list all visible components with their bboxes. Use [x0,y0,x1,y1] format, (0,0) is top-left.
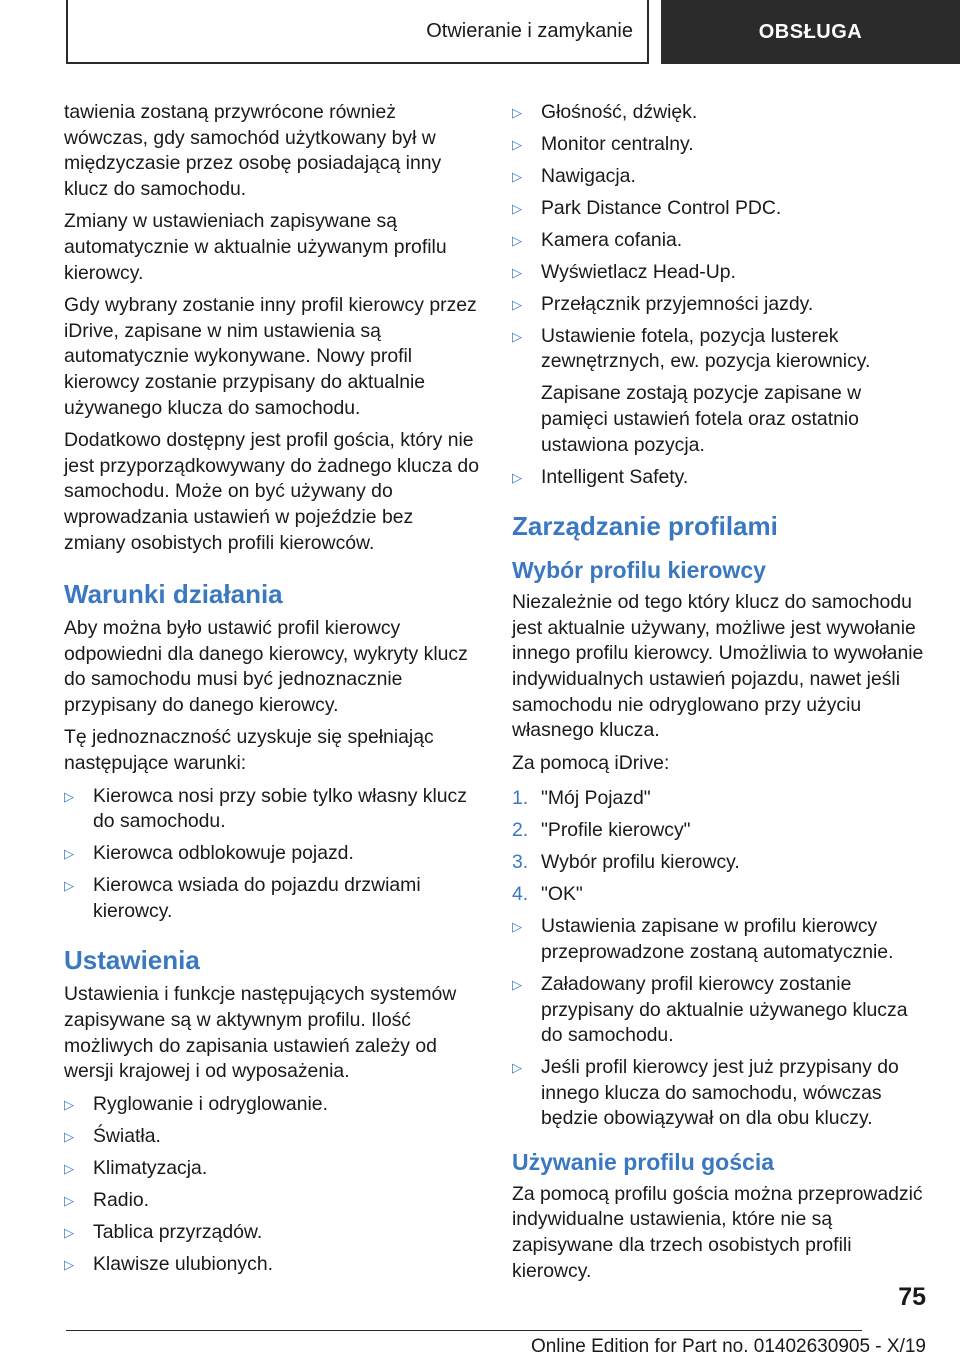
triangle-bullet-icon: ▷ [512,1060,522,1076]
triangle-bullet-icon: ▷ [512,168,522,184]
paragraph: Niezależnie od tego który klucz do samochodu jest aktualnie używany, możliwe jest wywołanie innego profilu kierowcy. Umożliwia to wywołanie indywidualnych ustawień pojazdu, nawet jeśli samochodu nie odryglowano przy użyciu własnego klucza. [512,591,924,742]
triangle-bullet-icon: ▷ [512,296,522,312]
heading-warunki: Warunki działania [64,579,283,610]
list-item: ▷ Wyświetlacz Head-Up. [512,260,927,286]
paragraph: Tę jednoznaczność uzyskuje się spełniając następujące warunki: [64,726,434,775]
page-header [66,0,960,64]
list-item: ▷ Radio. [64,1188,479,1214]
step-number: 3. [512,851,529,874]
list-item: 1. "Mój Pojazd" [512,786,927,812]
list-item: ▷ Kamera cofania. [512,228,927,254]
list-item: ▷ Kierowca odblokowuje pojazd. [64,841,479,867]
list-item: ▷ Klawisze ulubionych. [64,1252,479,1278]
paragraph: Zmiany w ustawieniach zapisywane są automatycznie w aktualnie używanym profilu kierowcy. [64,210,447,284]
list-item: ▷ Przełącznik przyjemności jazdy. [512,292,927,318]
step-number: 4. [512,883,529,906]
heading-gosc: Używanie profilu gościa [512,1148,774,1175]
triangle-bullet-icon: ▷ [512,919,522,935]
list-item: ▷ Ryglowanie i odryglowanie. [64,1092,479,1118]
heading-ustawienia: Ustawienia [64,945,200,976]
list-item: ▷ Kierowca nosi przy sobie tylko własny klucz do samochodu. [64,784,467,833]
paragraph: Gdy wybrany zostanie inny profil kierowcy przez iDrive, zapisane w nim ustawienia są automatycznie wykonywane. Nowy profil kierowcy zostanie przypisany do aktualnie używanego klucza do samochodu. [64,294,477,419]
left-column [64,100,479,1284]
list-item: ▷ Światła. [64,1124,479,1150]
list-item: ▷ Załadowany profil kierowcy zostanie przypisany do aktualnie używanego klucza do samochodu. [512,972,908,1047]
triangle-bullet-icon: ▷ [64,1224,74,1240]
paragraph: Dodatkowo dostępny jest profil gościa, który nie jest przyporządkowywany do żadnego klucza do samochodu. Może on być używany do wprowadzania ustawień w pojeździe bez zmiany osobistych profili kierowców. [64,429,479,554]
step-number: 1. [512,787,529,810]
settings-list [64,1092,479,1278]
paragraph: Za pomocą iDrive: [512,751,670,774]
seat-note: Zapisane zostają pozycje zapisane w pamięci ustawień fotela oraz ostatnio ustawiona pozycja. [541,382,862,456]
list-item: ▷ Ustawienie fotela, pozycja lusterek zewnętrznych, ew. pozycja kierownicy. Zapisane zostają pozycje zapisane w pamięci ustawień fotela oraz ostatnio ustawiona pozycja. [512,324,927,458]
list-item: ▷ Kierowca wsiada do pojazdu drzwiami kierowcy. [64,874,421,922]
paragraph: Aby można było ustawić profil kierowcy odpowiedni dla danego kierowcy, wykryty klucz do samochodu musi być jednoznacznie przypisany do danego kierowcy. [64,617,468,716]
triangle-bullet-icon: ▷ [512,264,522,280]
triangle-bullet-icon: ▷ [64,1128,74,1144]
paragraph: Za pomocą profilu gościa można przeprowadzić indywidualne ustawienia, które nie są zapisywane dla trzech osobistych profili kierowcy. [512,1182,923,1282]
chapter-tab: OBSŁUGA [661,0,960,64]
triangle-bullet-icon: ▷ [64,1192,74,1208]
triangle-bullet-icon: ▷ [64,1256,74,1272]
list-item: ▷ Intelligent Safety. [512,465,927,491]
list-item: ▷ Tablica przyrządów. [64,1220,479,1246]
heading-zarzadzanie: Zarządzanie profilami [512,511,778,542]
triangle-bullet-icon: ▷ [64,1096,74,1112]
section-title: Otwieranie i zamykanie [66,0,649,64]
conditions-list [64,784,479,925]
notes-list [512,914,927,1132]
triangle-bullet-icon: ▷ [64,878,74,894]
triangle-bullet-icon: ▷ [512,232,522,248]
list-item: ▷ Monitor centralny. [512,132,927,158]
steps-list [512,786,927,908]
paragraph: tawienia zostaną przywrócone również wówczas, gdy samochód użytkowany był w międzyczasie przez osobę posiadającą inny klucz do samochodu. [64,101,442,200]
triangle-bullet-icon: ▷ [64,788,74,804]
step-number: 2. [512,819,529,842]
list-item: ▷ Klimatyzacja. [64,1156,479,1182]
list-item: 4. "OK" [512,882,927,908]
triangle-bullet-icon: ▷ [64,1160,74,1176]
right-column [512,100,927,1291]
triangle-bullet-icon: ▷ [64,846,74,862]
footer-divider [66,1330,862,1331]
page-number: 75 [898,1283,926,1311]
triangle-bullet-icon: ▷ [512,469,522,485]
triangle-bullet-icon: ▷ [512,976,522,992]
list-item: ▷ Nawigacja. [512,164,927,190]
footer-edition: Online Edition for Part no. 01402630905 - X/19 [530,1336,926,1357]
heading-wybor: Wybór profilu kierowcy [512,557,766,584]
list-item: 3. Wybór profilu kierowcy. [512,850,927,876]
list-item: ▷ Jeśli profil kierowcy jest już przypisany do innego klucza do samochodu, wówczas będzie obowiązywał on dla obu kluczy. [512,1056,899,1130]
triangle-bullet-icon: ▷ [512,136,522,152]
list-item: ▷ Park Distance Control PDC. [512,196,927,222]
settings-list-continued [512,100,927,490]
triangle-bullet-icon: ▷ [512,105,522,120]
list-item: 2. "Profile kierowcy" [512,818,927,844]
list-item: ▷ Głośność, dźwięk. [512,100,927,126]
triangle-bullet-icon: ▷ [512,328,522,344]
list-item: ▷ Ustawienia zapisane w profilu kierowcy przeprowadzone zostaną automatycznie. [512,915,894,963]
triangle-bullet-icon: ▷ [512,200,522,216]
paragraph: Ustawienia i funkcje następujących systemów zapisywane są w aktywnym profilu. Ilość możliwych do zapisania ustawień zależy od wersji krajowej i od wyposażenia. [64,983,457,1083]
